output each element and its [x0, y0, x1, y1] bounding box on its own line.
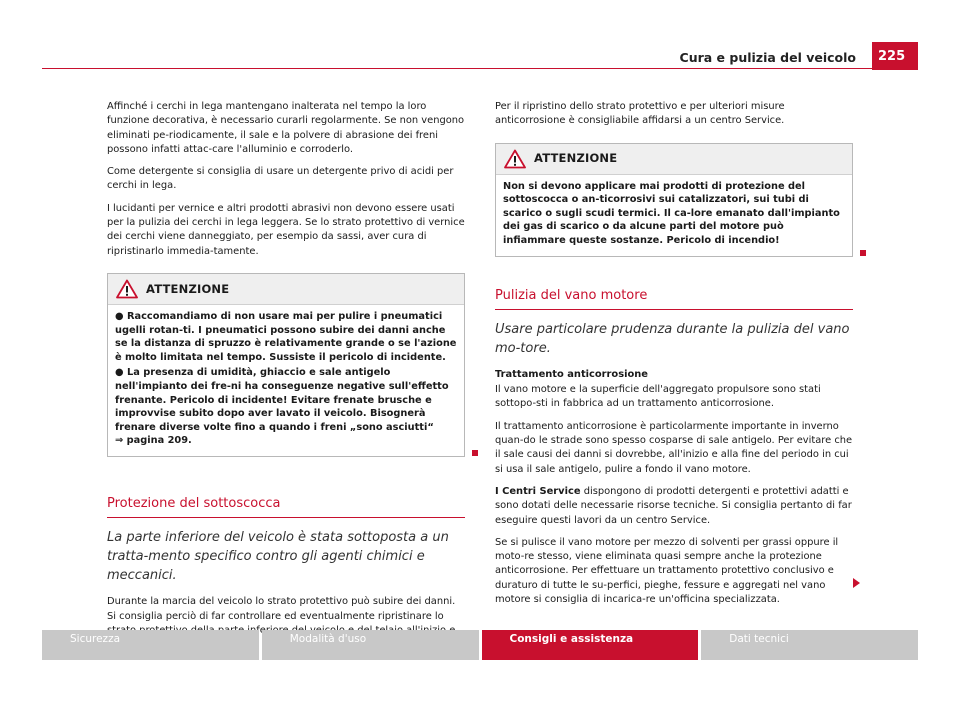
- page-reference: ⇒ pagina 209.: [115, 435, 192, 447]
- end-square-icon: [472, 450, 478, 456]
- footer-tabs: [42, 630, 918, 660]
- warning-body: [496, 174, 852, 256]
- right-column: [495, 100, 853, 615]
- tab-modalita-uso[interactable]: Modalità d'uso: [262, 630, 479, 660]
- end-square-icon: [860, 250, 866, 256]
- paragraph: Il vano motore e la superficie dell'aggregato propulsore sono stati sottopo-sti in fabbrica ad un trattamento anticorrosione.: [495, 384, 821, 410]
- header-rule: [42, 68, 872, 69]
- left-column: [107, 100, 465, 660]
- warning-box: [495, 143, 853, 257]
- warning-bullet: ● Raccomandiamo di non usare mai per pulire i pneumatici ugelli rotan-ti. I pneumatici possono subire dei danni anche se la distanza di spruzzo è relativamente grande o se l'azione è molto limitata nel tempo. Sussiste il pericolo di incidente.: [115, 310, 457, 363]
- paragraph: Come detergente si consiglia di usare un detergente privo di acidi per cerchi in lega.: [107, 166, 454, 192]
- section-heading: Protezione del sottoscocca: [107, 497, 465, 518]
- bold-term: I Centri Service: [495, 485, 581, 497]
- section-heading: Pulizia del vano motore: [495, 289, 853, 310]
- tab-dati-tecnici[interactable]: Dati tecnici: [701, 630, 918, 660]
- warning-header: [108, 274, 464, 304]
- warning-title: ATTENZIONE: [146, 281, 230, 296]
- warning-body: [108, 304, 464, 456]
- warning-triangle-icon: [504, 149, 526, 169]
- page-number: 225: [872, 42, 918, 70]
- paragraph: Se si pulisce il vano motore per mezzo di solventi per grassi oppure il moto-re stesso, viene eliminata quasi sempre anche la protezione anticorrosione. Per effettuare un trattamento protettivo conclusivo e duraturo di tutte le su-perfici, pieghe, fessure e aggregati nel vano motore si consiglia di incarica-re un'officina specializzata.: [495, 536, 839, 606]
- tab-consigli-assistenza[interactable]: Consigli e assistenza: [482, 630, 699, 660]
- paragraph: Il trattamento anticorrosione è particolarmente importante in inverno quan-do le strade sono spesso cosparse di sale antigelo. Per evitare che il sale causi dei danni si dovrebbe, all'inizio e alla fine del periodo in cui si usa il sale antigelo, pulire a fondo il vano motore.: [495, 420, 853, 475]
- next-arrow-icon: [853, 578, 860, 588]
- paragraph: I Centri Service dispongono di prodotti detergenti e protettivi adatti e sono dotati delle necessarie risorse tecniche. Si consiglia pertanto di far eseguire questi lavori da un centro Service.: [495, 485, 852, 526]
- paragraph: I lucidanti per vernice e altri prodotti abrasivi non devono essere usati per la pulizia dei cerchi in lega leggera. Se lo strato protettivo di vernice dei cerchi viene danneggiato, per esempio da sassi, aver cura di ripristinarlo immedia-tamente.: [107, 202, 465, 257]
- section-lead: Usare particolare prudenza durante la pulizia del vano mo-tore.: [495, 321, 850, 356]
- warning-bullet: ● La presenza di umidità, ghiaccio e sale antigelo nell'impianto dei fre-ni ha conseguenze negative sull'effetto frenante. Pericolo di incidente! Evitare frenate brusche e improvvise subito dopo aver lavato il veicolo. Bisognerà frenare diverse volte fino a quando i freni „sono asciutti“ ⇒ pagina 209.: [115, 367, 449, 447]
- warning-title: ATTENZIONE: [534, 151, 618, 166]
- warning-text: Non si devono applicare mai prodotti di protezione del sottoscocca o an-ticorrosivi sui catalizzatori, sui tubi di scarico o sugli scudi termici. Il ca-lore emanato dall'impianto dei gas di scarico o da alcune parti del motore può infiammare queste sostanze. Pericolo di incendio!: [503, 180, 840, 246]
- warning-header: [496, 144, 852, 174]
- warning-box: [107, 273, 465, 457]
- paragraph: Per il ripristino dello strato protettivo e per ulteriori misure anticorrosione è consigliabile affidarsi a un centro Service.: [495, 101, 785, 127]
- paragraph: Affinché i cerchi in lega mantengano inalterata nel tempo la loro funzione decorativa, è necessario curarli regolarmente. Se non vengono eliminati pe-riodicamente, il sale e la polvere di abrasione dei freni possono infatti attac-care l'alluminio e corroderlo.: [107, 101, 465, 155]
- subheading: Trattamento anticorrosione: [495, 368, 648, 380]
- warning-triangle-icon: [116, 279, 138, 299]
- header-title: Cura e pulizia del veicolo: [679, 50, 856, 65]
- tab-sicurezza[interactable]: Sicurezza: [42, 630, 259, 660]
- paragraph: Durante la marcia del veicolo lo strato protettivo può subire dei danni. Si consiglia perciò di far controllare ed eventualmente ripristinare lo: [107, 596, 456, 622]
- section-lead: La parte inferiore del veicolo è stata sottoposta a un tratta-mento specifico contro gli agenti chimici e meccanici.: [107, 530, 449, 584]
